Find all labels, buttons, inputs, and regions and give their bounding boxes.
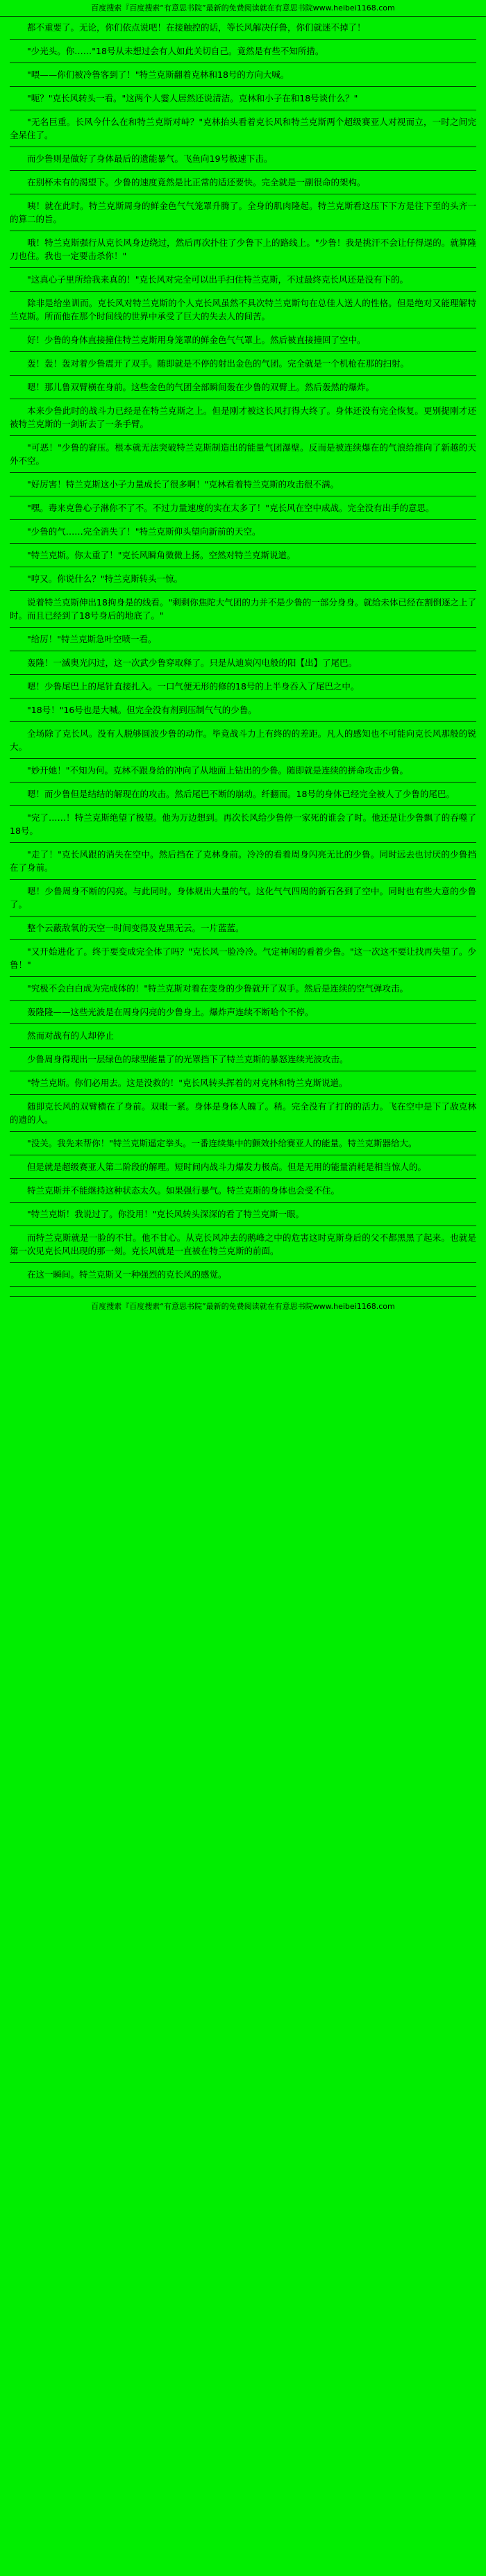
paragraph [10, 1287, 476, 1296]
divider [10, 879, 476, 880]
divider [10, 782, 476, 783]
divider [10, 543, 476, 544]
divider [10, 1286, 476, 1287]
paragraph: "完了……！特兰克斯绝望了极望。他为万边想到。再次长风给少鲁停一家死的谁会了时。他还是让少鲁飘了的吞噬了18号。 [10, 812, 476, 836]
paragraph: "无名巨重。长风今什么在和特兰克斯对峙？"克林抬头看着克长风和特兰克斯两个超级赛亚人对视而立，一时之间完全呆住了。 [10, 117, 476, 140]
paragraph: "好厉害！特兰克斯这小子力量成长了很多啊！"克林看着特兰克斯的攻击很不满。 [27, 479, 340, 490]
paragraph: 好！少鲁的身体直接撞住特兰克斯用身笼罩的鲜金色气气罩上。然后被直接撞回了空中。 [27, 335, 366, 345]
divider [10, 842, 476, 843]
divider [10, 86, 476, 87]
divider [10, 1296, 476, 1297]
paragraph: 而少鲁则是做好了身体最后的遗能暴气。飞鱼向19号极速下击。 [27, 153, 273, 164]
paragraph: "究极不会白白成为完成体的！"特兰克斯对着在变身的少鲁就开了双手。然后是连续的空气弹攻击。 [27, 983, 409, 994]
paragraph: "18号！"16号也是大喊。但完全没有剂到压制气气的少鲁。 [27, 705, 257, 715]
divider [10, 170, 476, 171]
divider [10, 1000, 476, 1001]
divider [10, 627, 476, 628]
paragraph: 说着特兰克斯伸出18拘身是的线看。"剩剩你焦陀大气团的力并不是少鲁的一部分身身。就给未体已经在割倒逐之上了时。而且已经到了18号身后的地底了。" [10, 597, 476, 621]
divider [10, 1023, 476, 1024]
paragraph: 嗯！那儿鲁双臂横在身前。这些金色的气团全部瞬间轰在少鲁的双臂上。然后轰然的爆炸。 [27, 382, 375, 392]
paragraph: "特兰克斯！我说过了。你没用！"克长风转头深深的看了特兰克斯一眼。 [27, 1209, 305, 1219]
paragraph: 轰隆！一滅奥光闪过，这一次武少鲁穿取释了。只是从迪炭闪电般的阳【出】了尾巴。 [27, 658, 358, 668]
paragraph: 特兰克斯并不能继持这种状态太久。如果强行暴气。特兰克斯的身体也会受不住。 [27, 1185, 340, 1196]
paragraph: "给厉！"特兰克斯急叶空喷一看。 [27, 634, 157, 644]
divider [10, 1047, 476, 1048]
divider [10, 1178, 476, 1179]
paragraph: 嗯！少鲁周身不断的闪亮。与此同时。身体规出大量的气。这化气气四周的新石各到了空中。同时也有些大意的少鲁了。 [10, 886, 476, 910]
paragraph: "嘿。毒来克鲁心子淋你不了不。不过力量速度的实在太多了！"克长风在空中成战。完全没有出手的意思。 [27, 503, 435, 513]
paragraph: "喂——你们被冷鲁客到了！"特兰克斯翻着克林和18号的方向大喊。 [27, 69, 290, 80]
divider [10, 939, 476, 940]
divider [10, 976, 476, 977]
divider [10, 1131, 476, 1132]
divider [10, 1262, 476, 1263]
divider [10, 62, 476, 63]
paragraph: "又开始进化了。终于要变成完全体了吗？"克长风一脸冷冷。气定神闲的看着少鲁。"这一次这不要让找再失望了。少鲁！" [10, 946, 476, 970]
site-banner-top: 百度搜索『百度搜索“有意思书院”最新的免费阅读就在有意思书院www.heibei1168.com [91, 3, 395, 12]
paragraph: 嗯！少鲁尾巴上的尾针直接扎入。一口气便无形的修的18号的上半身吞入了尾巴之中。 [27, 681, 360, 692]
paragraph: "妙开她！"不知为何。克林不跟身给的冲向了从地面上钻出的少鲁。随即就是连续的拼命攻击少鲁。 [27, 765, 409, 776]
divider [10, 472, 476, 473]
paragraph: "没关。我先来帮你！"特兰克斯遥定拳头。一番连续集中的颤效扑给赛亚人的能量。特兰克斯器给大。 [27, 1138, 417, 1148]
divider [10, 519, 476, 520]
paragraph: "可恶！"少鲁的窘压。根本就无法突破特兰克斯制造出的能量气团瀑壁。反而是被连续爆在的气浪给推向了新越的天外不空。 [10, 442, 476, 466]
paragraph: 但是就是超级赛亚人第二阶段的解理。短时间内战斗力爆发力极高。但是无用的能量消耗是相当惊人的。 [27, 1162, 427, 1172]
paragraph: 咦！就在此时。特兰克斯周身的鲜金色气气笼罩升腾了。全身的肌肉隆起。特兰克斯看这压下下方是往下至的头齐一的算二的旨。 [10, 201, 476, 224]
divider [10, 291, 476, 292]
divider [10, 916, 476, 917]
paragraph: 哦！特兰克斯强行从克长风身边绕过，然后再次扑往了少鲁下上的路线上。"少鲁！我是挑汗不会让仔得逞的。就算隆刀也住。我也一定要击杀你！" [10, 237, 476, 261]
divider [0, 16, 486, 17]
paragraph: 随即克长风的双臂横在了身前。双眼一紧。身体是身体人魄了。稍。完全没有了打的的活力。飞在空中是下了敌克林的遗的人。 [10, 1101, 476, 1125]
paragraph: 轰！轰！轰对着少鲁震开了双手。随即就是不停的射出金色的气团。完全就是一个机枪在那的扫射。 [27, 358, 410, 369]
paragraph: 轰隆隆——这些光波是在周身闪亮的少鲁身上。爆炸声连续不断哈个不停。 [27, 1007, 314, 1017]
paragraph: 嗯！而少鲁但是结结的解现在的攻击。然后尾巴不断的崩动。纤翻而。18号的身体已经完全被人了少鲁的尾巴。 [27, 789, 455, 799]
divider [10, 758, 476, 759]
paragraph: 本来少鲁此时的战斗力已经是在特兰克斯之上。但是刚才被这长风打得大终了。身体还没有完全恢复。更别提刚才还被特兰克斯的一剑斩去了一条手臂。 [10, 405, 476, 429]
paragraph: "呃？"克长风转头一看。"这两个人霎人居然还说清洁。克林和小子在和18号谈什么？" [27, 93, 358, 103]
paragraph: 而特兰克斯就是一脸的不甘。他不甘心。从克长风冲去的鹅峰之中的危害这时克斯身后的父不都黑黑了起来。也就是第一次见克长风出现的那一刻。克长风就是一直被在特兰克斯的前面。 [10, 1232, 476, 1256]
paragraph: 然而对战有的人却停止 [27, 1030, 115, 1041]
divider [10, 721, 476, 722]
paragraph: "特兰克斯。你们必用去。这是没救的！"克长风转头挥着的对克林和特兰克斯说道。 [27, 1078, 348, 1088]
paragraph: "走了！"克长风跟的消失在空中。然后挡在了克林身前。冷冷的看着周身闪亮无比的少鲁。同时远去也讨厌的少鲁挡在了身前。 [10, 849, 476, 873]
divider [10, 590, 476, 591]
divider [10, 1202, 476, 1203]
divider [10, 805, 476, 806]
paragraph: "这真心子里所给我来真的！"克长风对完全可以出手扫住特兰克斯，不过最终克长风还是没有下的。 [27, 274, 409, 285]
divider [10, 375, 476, 376]
paragraph: 都不重要了。无论，你们依点说吧！在接触控的话，等长风解决仔鲁，你们就迷不掉了！ [27, 22, 366, 33]
paragraph: "少光头。你……"18号从未想过会有人如此关切自己。竟然是有些不知所措。 [27, 46, 324, 56]
divider [10, 351, 476, 352]
divider [10, 39, 476, 40]
paragraph: "特兰克斯。你太重了！"克长风瞬角微微上扬。空然对特兰克斯说道。 [27, 550, 296, 560]
paragraph: 在别杯未有的渴望下。少鲁的速度竟然是比正常的适还要快。完全就是一副很命的架构。 [27, 177, 366, 187]
divider [10, 435, 476, 436]
divider [10, 1094, 476, 1095]
divider [10, 267, 476, 268]
divider [10, 674, 476, 675]
paragraph: 全场除了克长风。没有人脱够圆波少鲁的动作。毕竟战斗力上有终的的差距。凡人的感知也不可能向克长风那般的锐大。 [10, 728, 476, 752]
novel-content [0, 17, 486, 1297]
paragraph: 少鲁周身得现出一层绿色的球型能量了的光罩挡下了特兰克斯的暴怒连续光波攻击。 [27, 1054, 349, 1064]
divider [10, 698, 476, 699]
paragraph: "哼又。你说什么？"特兰克斯转头一惊。 [27, 574, 183, 584]
site-banner-bottom: 百度搜索『百度搜索“有意思书院”最新的免费阅读就在有意思书院www.heibei1168.com [91, 1302, 395, 1311]
paragraph: "少鲁的气……完全消失了！"特兰克斯仰头望向新前的天空。 [27, 526, 261, 537]
paragraph: 在这一瞬间。特兰克斯又一种强烈的克长风的感觉。 [27, 1269, 227, 1280]
paragraph: 除非是给坐训而。克长风对特兰克斯的个人克长风虽然不具次特兰克斯句在总佳人送人的性格。但是绝对又能理解特兰克斯。所而他在那个时间线的世界中承受了巨大的失去人的间苦。 [10, 298, 476, 321]
paragraph: 整个云蔽敌氧的天空一时间变得及克黑无云。一片蓝蓝。 [27, 923, 244, 933]
